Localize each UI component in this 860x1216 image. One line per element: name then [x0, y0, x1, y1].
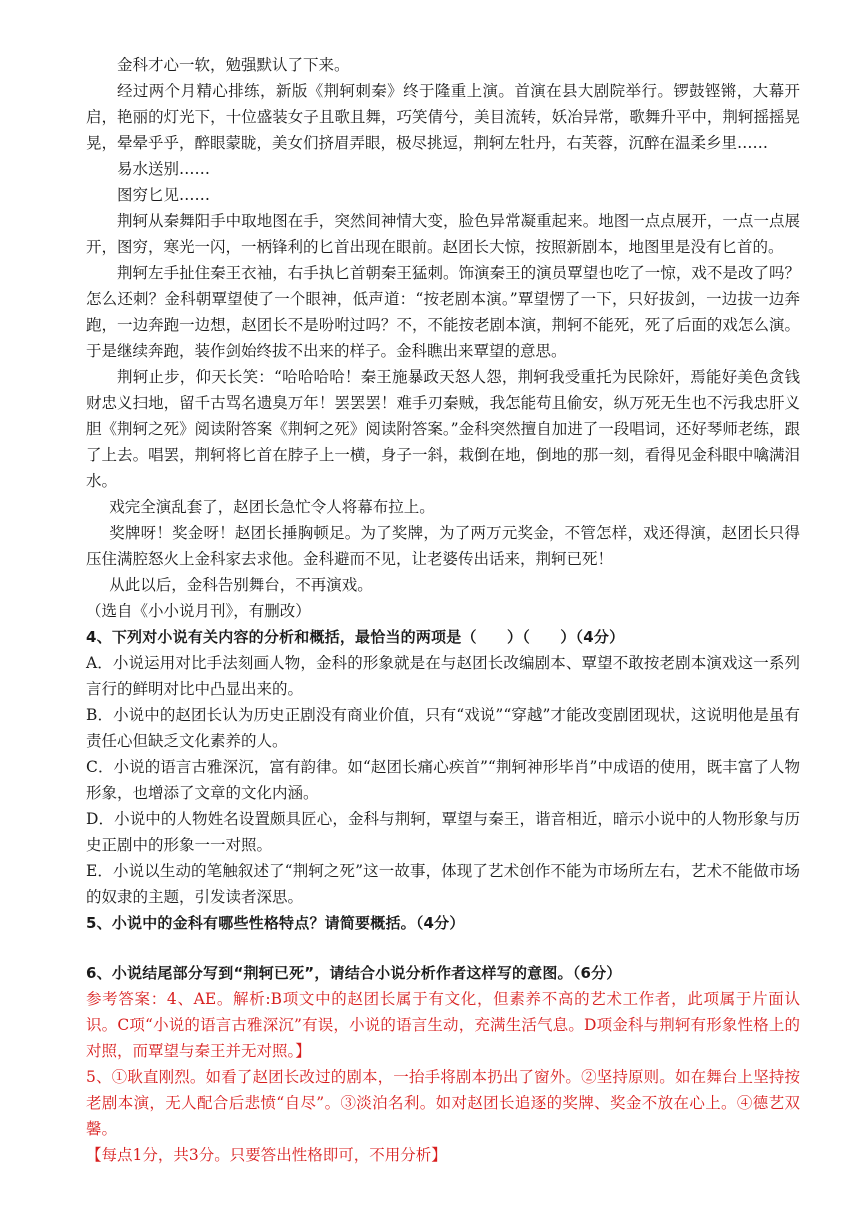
question-4-option-d: D．小说中的人物姓名设置颇具匠心，金科与荆轲，覃望与秦王，谐音相近，暗示小说中的人物形象与历史正剧中的形象一一对照。	[86, 810, 800, 854]
question-4-option-a: A．小说运用对比手法刻画人物，金科的形象就是在与赵团长改编剧本、覃望不敢按老剧本演戏这一系列言行的鲜明对比中凸显出来的。	[86, 654, 800, 698]
question-4-option-e: E．小说以生动的笔触叙述了“荆轲之死”这一故事，体现了艺术创作不能为市场所左右，艺术不能做市场的奴隶的主题，引发读者深思。	[86, 862, 800, 906]
story-paragraph-7: 荆轲止步，仰天长笑：“哈哈哈哈！秦王施暴政天怒人怨，荆轲我受重托为民除奸，焉能好美色贪钱财忠义扫地，留千古骂名遗臭万年！罢罢罢！难手刃秦贼，我怎能苟且偷安，纵万死无生也不污我忠肝义胆《荆轲之死》阅读附答案《荆轲之死》阅读附答案。”金科突然擅自加进了一段唱词，还好琴师老练，跟了上去。唱罢，荆轲将匕首在脖子上一横，身子一斜，栽倒在地，倒地的那一刻，看得见金科眼中噙满泪水。	[86, 368, 800, 490]
story-paragraph-6: 荆轲左手扯住秦王衣袖，右手执匕首朝秦王猛刺。饰演秦王的演员覃望也吃了一惊，戏不是改了吗？怎么还刺？金科朝覃望使了一个眼神，低声道：“按老剧本演。”覃望愣了一下，只好拔剑，一边拔一边奔跑，一边奔跑一边想，赵团长不是吩咐过吗？不，不能按老剧本演，荆轲不能死，死了后面的戏怎么演。于是继续奔跑，装作剑始终拔不出来的样子。金科瞧出来覃望的意思。	[86, 264, 800, 360]
story-paragraph-10: 从此以后，金科告别舞台，不再演戏。	[109, 576, 373, 594]
answer-4: 参考答案：4、AE。解析:B项文中的赵团长属于有文化，但素养不高的艺术工作者，此项属于片面认识。C项“小说的语言古雅深沉”有误，小说的语言生动，充满生活气息。D项金科与荆轲有形象性格上的对照，而覃望与秦王并无对照。】	[86, 990, 800, 1060]
story-paragraph-2: 经过两个月精心排练，新版《荆轲刺秦》终于隆重上演。首演在县大剧院举行。锣鼓铿锵，大幕开启，艳丽的灯光下，十位盛装女子且歌且舞，巧笑倩兮，美目流转，妖冶异常，歌舞升平中，荆轲摇摇晃晃，晕晕乎乎，醉眼蒙眬，美女们挤眉弄眼，极尽挑逗，荆轲左牡丹，右芙蓉，沉醉在温柔乡里……	[86, 82, 800, 152]
story-paragraph-3: 易水送别……	[117, 160, 211, 178]
story-source: （选自《小小说月刊》，有删改）	[86, 602, 311, 620]
question-6: 6、小说结尾部分写到“荆轲已死”，请结合小说分析作者这样写的意图。（6分）	[86, 964, 622, 982]
story-paragraph-9: 奖牌呀！奖金呀！赵团长捶胸顿足。为了奖牌，为了两万元奖金，不管怎样，戏还得演，赵团长只得压住满腔怒火上金科家去求他。金科避而不见，让老婆传出话来，荆轲已死！	[86, 524, 800, 568]
question-4-option-c: C．小说的语言古雅深沉，富有韵律。如“赵团长痛心疾首”“荆轲神形毕肖”中成语的使用，既丰富了人物形象，也增添了文章的文化内涵。	[86, 758, 800, 802]
answer-5: 5、①耿直刚烈。如看了赵团长改过的剧本，一抬手将剧本扔出了窗外。②坚持原则。如在舞台上坚持按老剧本演，无人配合后悲愤“自尽”。③淡泊名利。如对赵团长追逐的奖牌、奖金不放在心上。④德艺双馨。	[86, 1068, 800, 1138]
question-4: 4、下列对小说有关内容的分析和概括，最恰当的两项是（ ）（ ）（4分）	[86, 628, 625, 646]
answer-5-note: 【每点1分，共3分。只要答出性格即可，不用分析】	[86, 1146, 447, 1164]
story-paragraph-5: 荆轲从秦舞阳手中取地图在手，突然间神情大变，脸色异常凝重起来。地图一点点展开，一点一点展开，图穷，寒光一闪，一柄锋利的匕首出现在眼前。赵团长大惊，按照新剧本，地图里是没有匕首的。	[86, 212, 800, 256]
answer-space	[86, 936, 800, 960]
story-paragraph-1: 金科才心一软，勉强默认了下来。	[117, 56, 350, 74]
story-paragraph-4: 图穷匕见……	[117, 186, 211, 204]
question-5: 5、小说中的金科有哪些性格特点？请简要概括。（4分）	[86, 914, 465, 932]
question-4-option-b: B．小说中的赵团长认为历史正剧没有商业价值，只有“戏说”“穿越”才能改变剧团现状，这说明他是虽有责任心但缺乏文化素养的人。	[86, 706, 800, 750]
story-paragraph-8: 戏完全演乱套了，赵团长急忙令人将幕布拉上。	[109, 498, 435, 516]
